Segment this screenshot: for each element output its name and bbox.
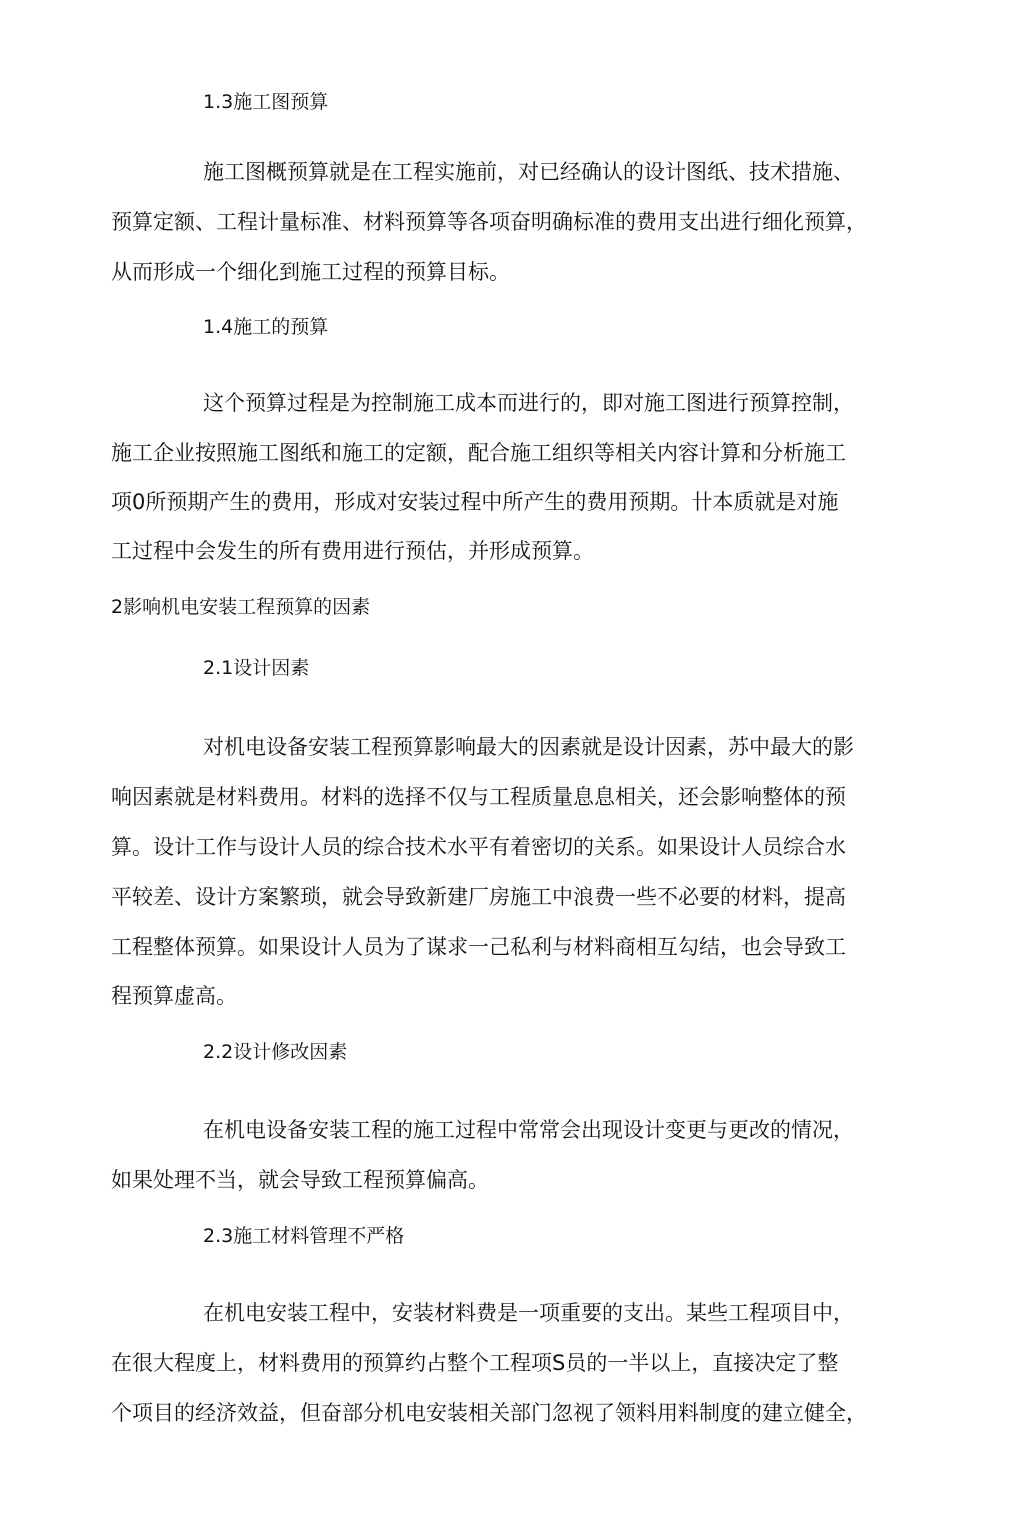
paragraph-line: 项0所预期产生的费用，形成对安装过程中所产生的费用预期。卄本质就是对施 [111,490,839,514]
paragraph-line: 从而形成一个细化到施工过程的预算目标。 [111,260,510,284]
paragraph-line: 工程整体预算。如果设计人员为了谋求一己私利与材料商相互勾结，也会导致工 [111,935,846,959]
paragraph-line: 对机电设备安装工程预算影响最大的因素就是设计因素，苏中最大的影 [203,735,854,759]
section-heading-2-1: 2.1设计因素 [203,657,310,679]
paragraph-line: 施工企业按照施工图纸和施工的定额，配合施工组织等相关内容计算和分析施工 [111,441,846,465]
paragraph-line: 工过程中会发生的所有费用进行预估，并形成预算。 [111,539,594,563]
paragraph-line: 在机电安装工程中，安装材料费是一项重要的支出。某些工程项目中， [203,1301,854,1325]
paragraph-line: 在机电设备安装工程的施工过程中常常会出现设计变更与更改的情况， [203,1118,854,1142]
paragraph-line: 个项目的经济效益，但奋部分机电安装相关部门忽视了领料用料制度的建立健全， [111,1401,867,1425]
paragraph-line: 算。设计工作与设计人员的综合技术水平有着密切的关系。如果设计人员综合水 [111,835,846,859]
paragraph-line: 响因素就是材料费用。材料的选择不仅与工程质量息息相关，还会影响整体的预 [111,785,846,809]
paragraph-line: 预算定额、工程计量标准、材料预算等各项奋明确标准的费用支出进行细化预算， [111,210,867,234]
section-heading-1-4: 1.4施工的预算 [203,316,329,338]
section-heading-2-3: 2.3施工材料管理不严格 [203,1225,405,1247]
section-heading-2-2: 2.2设计修改因素 [203,1041,348,1063]
paragraph-line: 这个预算过程是为控制施工成本而进行的，即对施工图进行预算控制， [203,391,854,415]
paragraph-line: 平较差、设计方案繁琐，就会导致新建厂房施工中浪费一些不必要的材料，提高 [111,885,846,909]
paragraph-line: 施工图概预算就是在工程实施前，对已经确认的设计图纸、技术措施、 [203,160,854,184]
section-heading-1-3: 1.3施工图预算 [203,91,329,113]
paragraph-line: 在很大程度上，材料费用的预算约占整个工程项S员的一半以上，直接决定了整 [111,1351,839,1375]
paragraph-line: 如果处理不当，就会导致工程预算偏高。 [111,1168,489,1192]
section-heading-2: 2影响机电安装工程预算的因素 [111,596,371,618]
paragraph-line: 程预算虚高。 [111,984,237,1008]
